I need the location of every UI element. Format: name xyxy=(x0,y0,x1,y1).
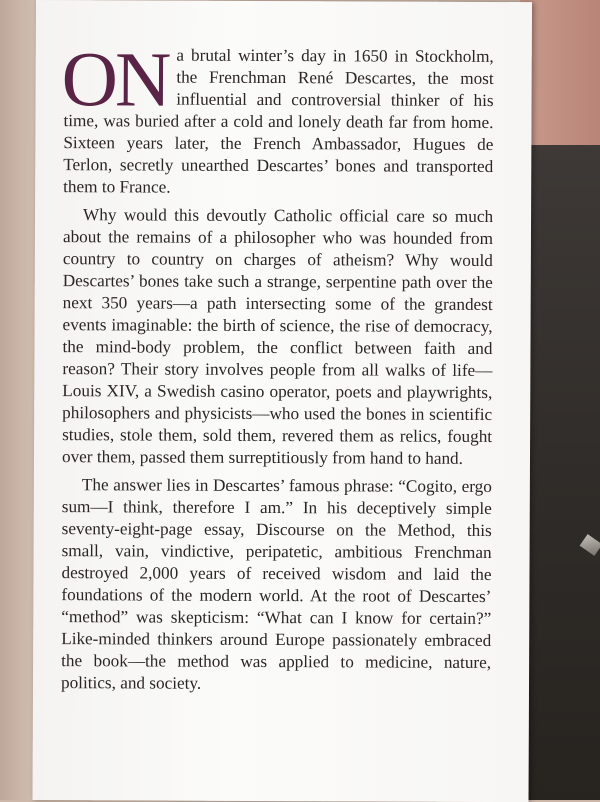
flap-text xyxy=(60,35,494,702)
drop-cap: ON xyxy=(61,35,169,123)
paragraph-3: The answer lies in Descartes’ famous phrase: “Cogito, ergo sum—I think, therefore I am.” In his deceptively simple seventy-eight-page essay, Discourse on the Method, this small, vain, vindictive, peripatetic, ambitious Frenchman destroyed 2,000 years of received wisdom and laid the foundations of the modern world. At the root of Descartes’ “method” was skepticism: “What can I know for certain?” Like-minded thinkers around Europe passionately embraced the book—the method was applied to medicine, nature, politics, and society. xyxy=(60,475,492,693)
paragraph-2: Why would this devoutly Catholic official care so much about the remains of a philosopher who was hounded from country to country on charges of atheism? Why would Descartes’ bones take such a strange, serpentine path over the next 350 years—a path intersecting some of the grandest events imaginable: the birth of science, the rise of democracy, the mind-body problem, the conflict between faith and reason? Their story involves people from all walks of life—Louis XIV, a Swedish casino operator, poets and playwrights, philosophers and physicists—who used the bones in scientific studies, stole them, sold them, revered them as relics, fought over them, passed them surreptitiously from hand to hand. xyxy=(61,205,494,468)
paragraph-1 xyxy=(61,35,494,200)
paragraph-1-text: a brutal winter’s day in 1650 in Stockholm, the Frenchman René Descartes, the most influential and controversial thinker of his time, was buried after a cold and lonely death far from home. Sixteen years later, the French Ambassador, Hugues de Terlon, secretly unearthed Descartes’ bones and transported them to France. xyxy=(63,45,494,197)
background-book-cover xyxy=(520,145,600,800)
background-wall xyxy=(520,0,600,145)
book-flap-page xyxy=(33,0,532,802)
